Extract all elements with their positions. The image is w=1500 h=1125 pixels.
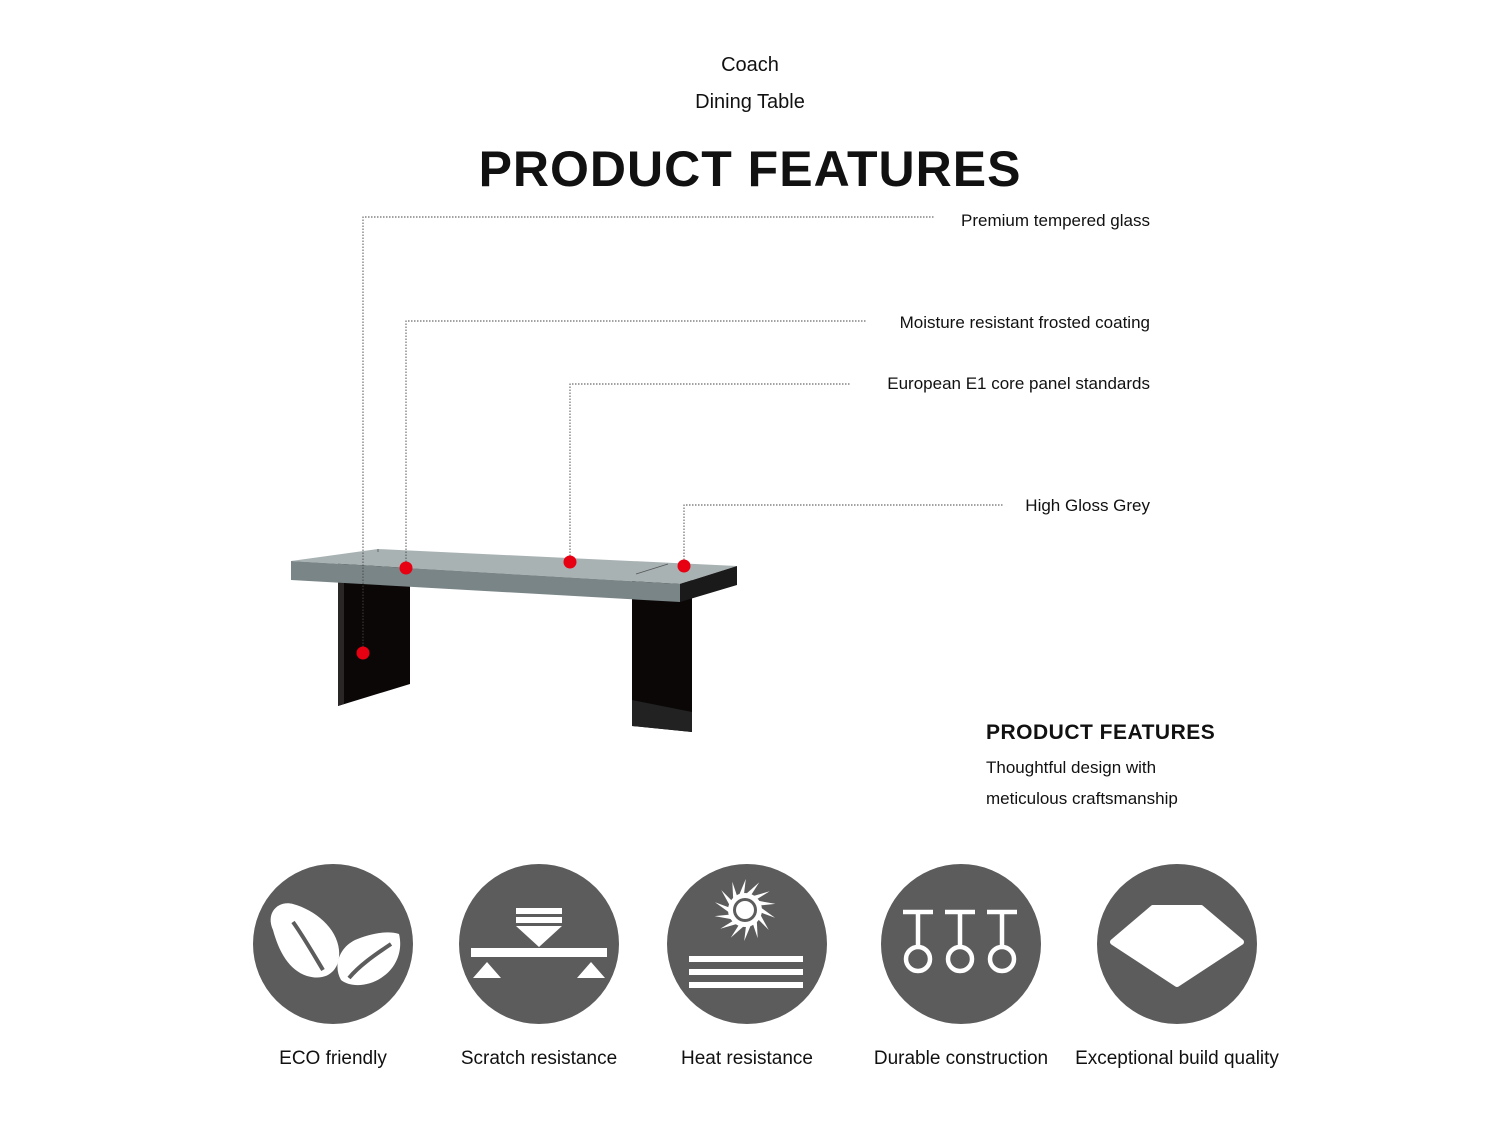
sun-heat-icon (667, 864, 827, 1024)
marker-e1 (564, 556, 577, 569)
callout-high-gloss-grey: High Gloss Grey (1025, 496, 1150, 515)
feature-label-quality: Exceptional build quality (1075, 1048, 1279, 1069)
callout-tempered-glass: Premium tempered glass (961, 211, 1150, 230)
callout-frosted-coating: Moisture resistant frosted coating (899, 313, 1150, 332)
side-text-line-2: meticulous craftsmanship (986, 789, 1178, 808)
left-leg-edge (338, 563, 344, 706)
brand-name: Coach (721, 54, 779, 76)
leader-line-e1 (570, 384, 850, 562)
marker-glass (357, 647, 370, 660)
leader-line-coating (406, 321, 866, 568)
ring-hooks-icon (881, 864, 1041, 1024)
diamond-icon (1097, 864, 1257, 1024)
leaf-icon (253, 864, 413, 1024)
scratch-test-icon (459, 864, 619, 1024)
side-text-line-1: Thoughtful design with (986, 758, 1157, 777)
feature-label-heat: Heat resistance (680, 1048, 813, 1069)
page-title: PRODUCT FEATURES (478, 141, 1022, 197)
product-name: Dining Table (695, 91, 805, 113)
side-heading: PRODUCT FEATURES (986, 721, 1216, 744)
feature-label-scratch: Scratch resistance (460, 1048, 618, 1069)
callout-e1-standards: European E1 core panel standards (887, 374, 1150, 393)
marker-gloss (678, 560, 691, 573)
feature-label-eco: ECO friendly (279, 1048, 387, 1069)
leader-line-gloss (684, 505, 1004, 566)
feature-label-durable: Durable construction (873, 1048, 1049, 1069)
marker-coating (400, 562, 413, 575)
